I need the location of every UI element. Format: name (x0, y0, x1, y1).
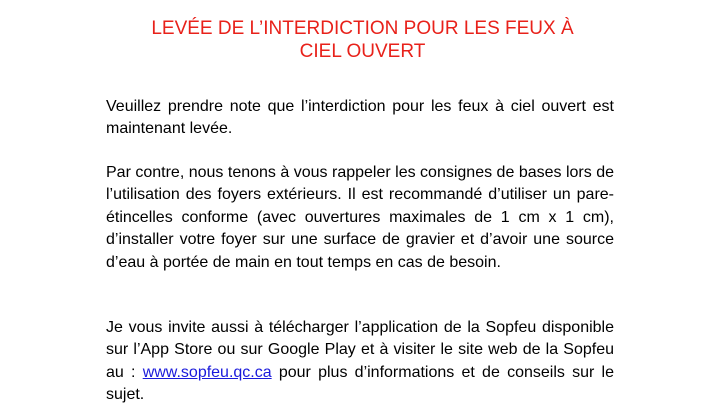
sopfeu-website-link[interactable]: www.sopfeu.qc.ca (142, 363, 272, 381)
paragraph-app-text-end: pour plus d’informations et de conseils sur le sujet. (106, 363, 614, 404)
document-title (110, 17, 615, 63)
title-line-2: CIEL OUVERT (299, 41, 426, 62)
paragraph-ban-lifted: Veuillez prendre note que l’interdiction pour les feux à ciel ouvert est maintenant levée. (106, 98, 614, 138)
paragraph-safety-guidelines: Par contre, nous tenons à vous rappeler les consignes de bases lors de l’utilisation des foyers extérieurs. Il est recommandé d’utiliser un pare-étincelles conforme (avec ouvertures maximales de 1 cm x 1 cm), d’installer votre foyer sur une surface de gravier et d’avoir une source d’eau à portée de main en tout temps en cas de besoin. (106, 164, 614, 271)
paragraph-app-text: Je vous invite aussi à télécharger l’application de la Sopfeu disponible sur l’App Store ou sur Google Play et à visiter le site web de la Sopfeu au : (106, 319, 614, 381)
title-line-1: LEVÉE DE L’INTERDICTION POUR LES FEUX À (151, 18, 574, 39)
paragraph-app-invitation (106, 317, 614, 407)
